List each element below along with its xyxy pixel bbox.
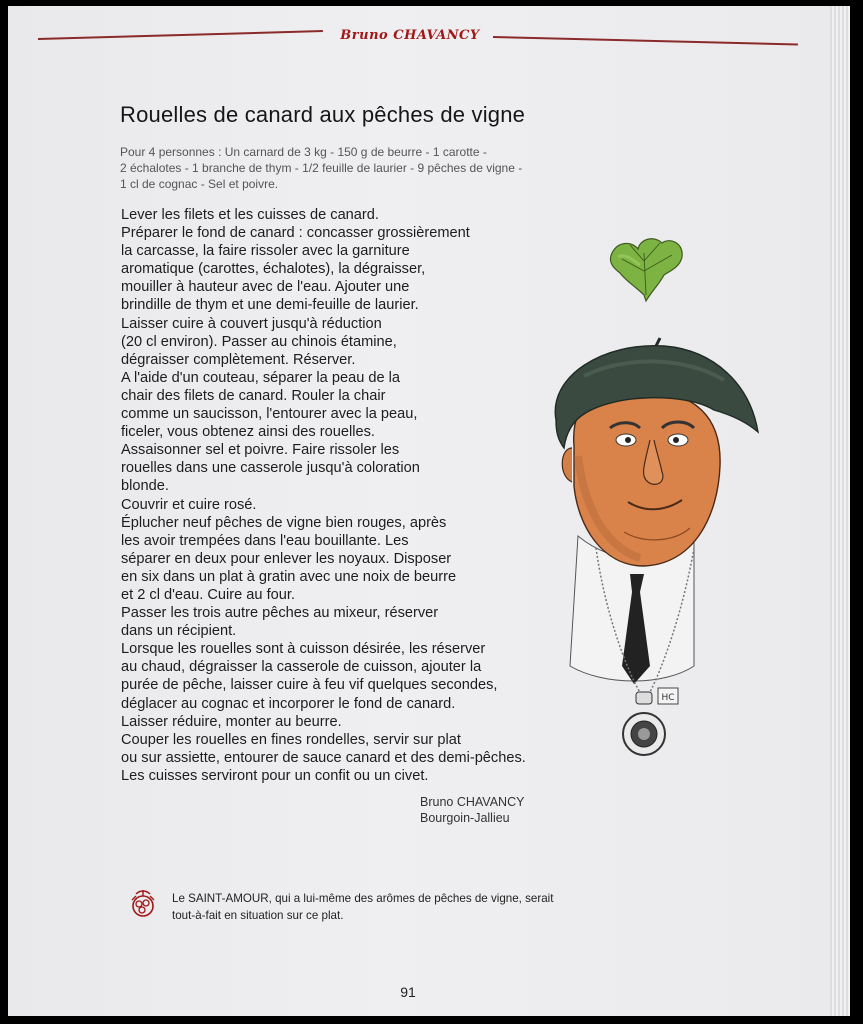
instruction-line: aromatique (carottes, échalotes), la dégraisser, [121,261,426,278]
instruction-line: Lorsque les rouelles sont à cuisson désirée, les réserver [121,641,486,658]
wine-note-text [172,890,672,924]
recipe-title: Rouelles de canard aux pêches de vigne [120,102,526,127]
instruction-line: Couper les rouelles en fines rondelles, servir sur plat [121,731,461,748]
grape-leaf-icon [604,231,688,303]
page-header [38,28,798,52]
page-number: 91 [400,984,416,1000]
signature-place: Bourgoin-Jallieu [420,811,510,825]
instruction-line: Passer les trois autre pêches au mixeur, réserver [121,605,439,622]
header-rule-left [38,30,323,40]
instruction-line: brindille de thym et une demi-feuille de laurier. [121,297,419,314]
ingredients-line: Pour 4 personnes : Un carnard de 3 kg - 150 g de beurre - 1 carotte - [120,145,487,159]
wine-note-line: tout-à-fait en situation sur ce plat. [172,909,344,922]
instruction-line: blonde. [121,478,169,495]
book-page [8,6,850,1016]
ingredients-list [120,144,640,192]
instruction-line: A l'aide d'un couteau, séparer la peau de la [121,369,401,386]
instruction-line: purée de pêche, laisser cuire à feu vif quelques secondes, [121,677,498,694]
instruction-line: Les cuisses serviront pour un confit ou un civet. [121,767,429,784]
instruction-line: séparer en deux pour enlever les noyaux. Disposer [121,550,452,567]
wine-pairing-note [126,886,686,926]
instruction-line: dégraisser complètement. Réserver. [121,351,356,368]
instruction-line: rouelles dans une casserole jusqu'à coloration [121,460,420,477]
instruction-line: les avoir trempées dans l'eau bouillante. Les [121,532,409,549]
chef-portrait [544,336,760,756]
instruction-line: dans un récipient. [121,623,237,640]
instruction-line: ou sur assiette, entourer de sauce canard et des demi-pêches. [121,749,526,766]
instruction-line: Lever les filets et les cuisses de canard. [121,207,379,223]
instruction-line: chair des filets de canard. Rouler la chair [121,387,386,404]
instruction-line: Laisser cuire à couvert jusqu'à réduction [121,315,382,332]
instruction-line: et 2 cl d'eau. Cuire au four. [121,586,295,603]
instruction-line: au chaud, dégraisser la casserole de cuisson, ajouter la [121,659,482,676]
instruction-line: déglacer au cognac et incorporer le fond de canard. [121,695,456,712]
instruction-line: ficeler, vous obtenez ainsi des rouelles. [121,424,375,441]
wine-grape-icon [126,886,160,920]
instruction-line: en six dans un plat à gratin avec une noix de beurre [121,568,457,585]
header-rule-right [493,36,798,45]
instruction-line: la carcasse, la faire rissoler avec la garniture [121,243,410,260]
instruction-line: Laisser réduire, monter au beurre. [121,713,342,730]
signature-name: Bruno CHAVANCY [420,795,525,809]
instruction-line: comme un saucisson, l'entourer avec la peau, [121,406,418,423]
instruction-line: Éplucher neuf pêches de vigne bien rouges, après [121,514,447,531]
instruction-line: (20 cl environ). Passer au chinois étamine, [121,333,397,350]
header-author: Bruno CHAVANCY [340,28,480,43]
instruction-line: Assaisonner sel et poivre. Faire rissoler les [121,442,400,459]
ingredients-line: 1 cl de cognac - Sel et poivre. [120,177,279,191]
instruction-line: Préparer le fond de canard : concasser grossièrement [121,225,470,242]
instruction-line: Couvrir et cuire rosé. [121,496,257,513]
ingredients-line: 2 échalotes - 1 branche de thym - 1/2 feuille de laurier - 9 pêches de vigne - [120,161,523,175]
page-edge [830,6,850,1016]
portrait-initials: HC [661,693,675,703]
instruction-line: mouiller à hauteur avec de l'eau. Ajouter une [121,279,410,296]
signature-block [420,794,620,826]
wine-note-line: Le SAINT-AMOUR, qui a lui-même des arômes de pêches de vigne, serait [172,892,554,905]
